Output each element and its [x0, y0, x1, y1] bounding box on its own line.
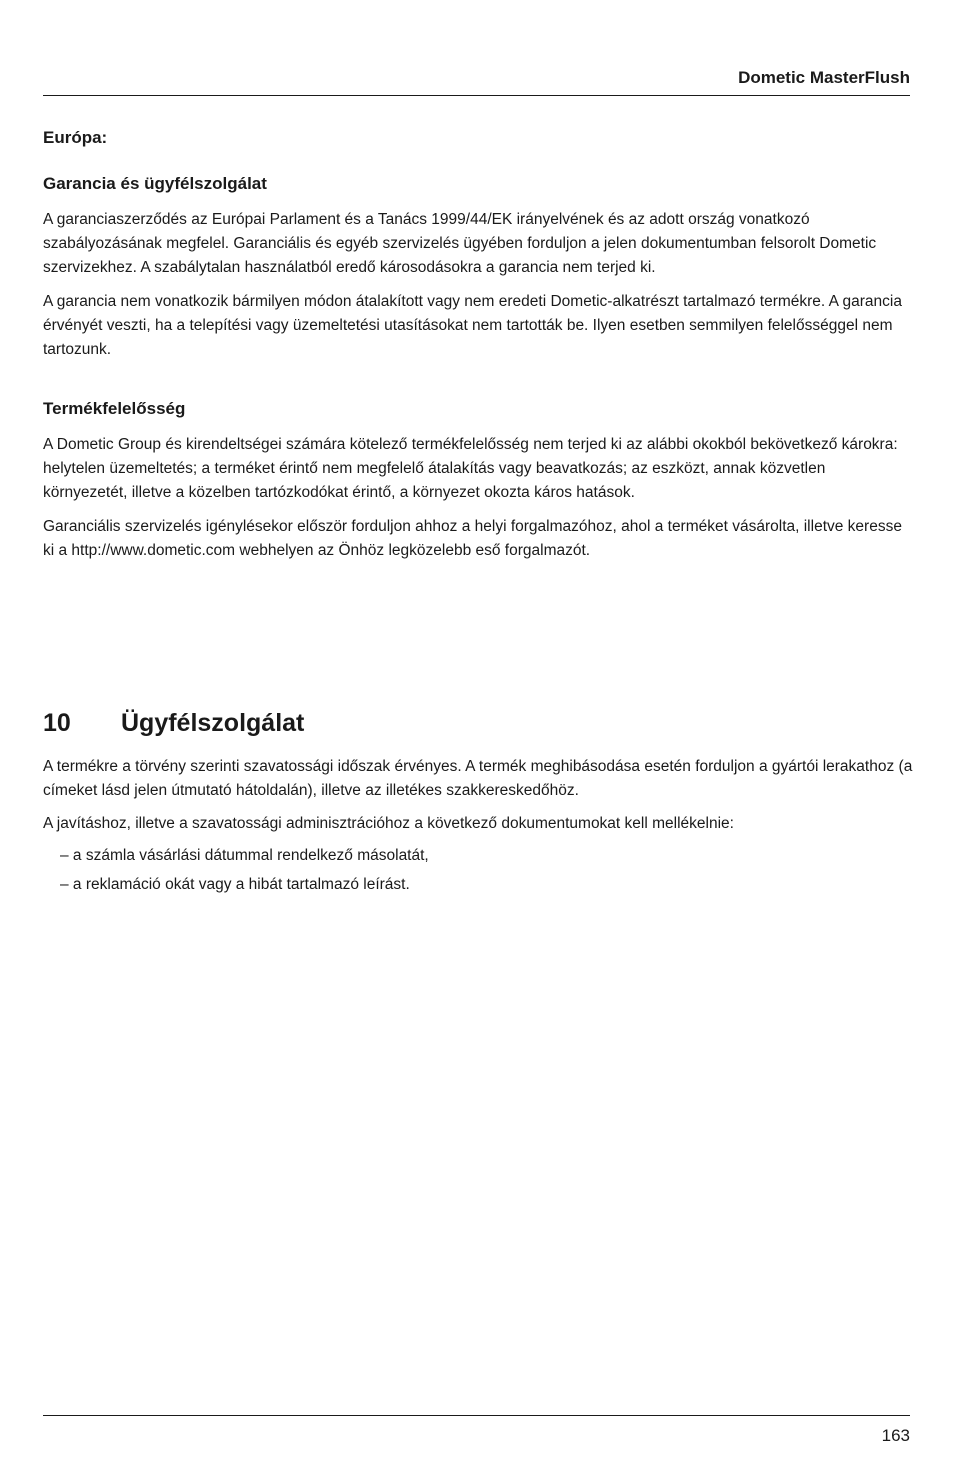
- liability-heading: Termékfelelősség: [43, 399, 186, 418]
- list-item: – a számla vásárlási dátummal rendelkező másolatát,: [60, 847, 429, 864]
- warranty-paragraph: A garanciaszerződés az Európai Parlament és a Tanács 1999/44/EK irányelvének és az adott ország vonatkozó szabályozásának megfelel. Garanciális és egyéb szervizelés ügyében forduljon a jelen dokumentumban felsorolt Dometic szervizekhez. A szabálytalan használatból eredő károsodásokra a garancia nem terjed ki.: [43, 211, 877, 276]
- chapter-heading: [43, 706, 304, 740]
- region-heading: Európa:: [43, 128, 108, 147]
- page-header: [43, 66, 910, 96]
- chapter-title: Ügyfélszolgálat: [121, 709, 305, 737]
- page-footer: [43, 1415, 910, 1445]
- liability-section: [43, 397, 913, 563]
- warranty-section: [43, 172, 913, 362]
- service-paragraph: A javításhoz, illetve a szavatossági adminisztrációhoz a következő dokumentumokat kell mellékelnie:: [43, 815, 734, 832]
- list-item: – a reklamáció okát vagy a hibát tartalmazó leírást.: [60, 876, 410, 893]
- warranty-paragraph: A garancia nem vonatkozik bármilyen módon átalakított vagy nem eredeti Dometic-alkatrészt tartalmazó termékre. A garancia érvényét veszti, ha a telepítési vagy üzemeltetési utasításokat nem tartották be. Ilyen esetben semmilyen felelősséggel nem tartozunk.: [43, 293, 902, 358]
- required-documents-list: [43, 841, 913, 899]
- customer-service-section: [43, 755, 913, 899]
- liability-paragraph: Garanciális szervizelés igénylésekor először forduljon ahhoz a helyi forgalmazóhoz, ahol a terméket vásárolta, illetve keresse ki a http://www.dometic.com webhelyen az Önhöz legközelebb eső forgalmazót.: [43, 518, 902, 559]
- service-paragraph: A termékre a törvény szerinti szavatossági időszak érvényes. A termék meghibásodása esetén forduljon a gyártói lerakathoz (a címeket lásd jelen útmutató hátoldalán), illetve az illetékes szakkereskedőhöz.: [43, 758, 913, 799]
- liability-paragraph: A Dometic Group és kirendeltségei számára kötelező termékfelelősség nem terjed ki az alábbi okokból bekövetkező károkra: helytelen üzemeltetés; a terméket érintő nem megfelelő átalakítás vagy beavatkozás; az eszközt, annak közvetlen környezetét, illetve a közelben tartózkodókat érintő, a környezet okozta káros hatások.: [43, 436, 898, 501]
- chapter-number: 10: [43, 709, 71, 737]
- warranty-heading: Garancia és ügyfélszolgálat: [43, 174, 267, 193]
- page-number: 163: [881, 1426, 910, 1445]
- document-title: Dometic MasterFlush: [738, 68, 910, 87]
